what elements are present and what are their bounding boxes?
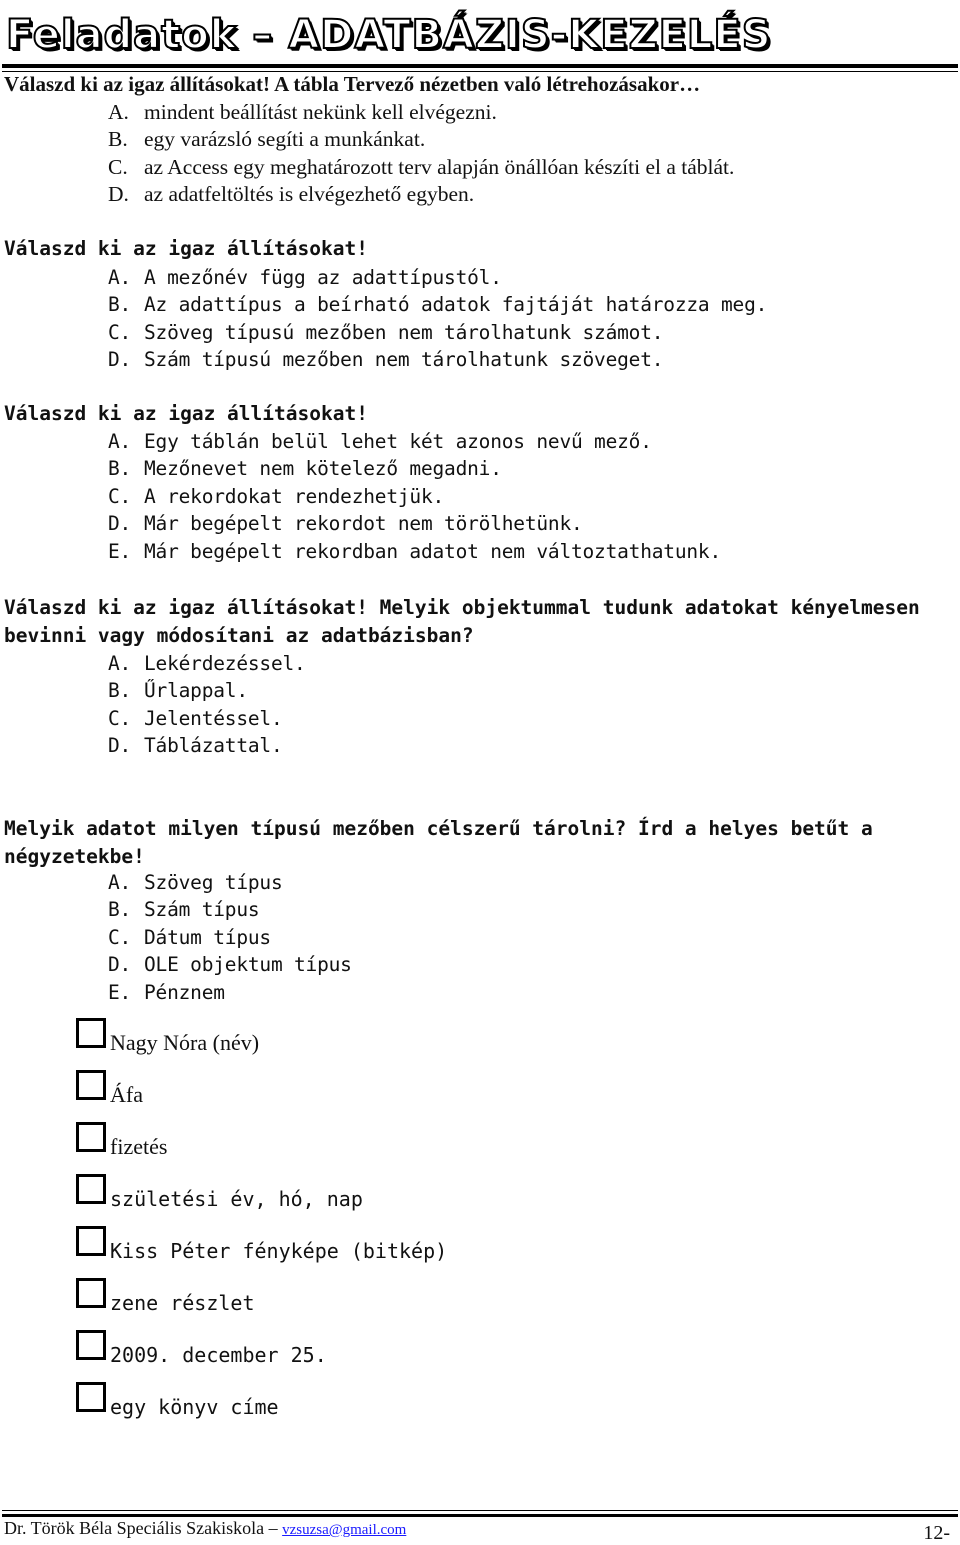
option-letter: C.: [108, 925, 132, 949]
option-text: A rekordokat rendezhetjük.: [144, 484, 445, 508]
answer-box[interactable]: [76, 1278, 106, 1308]
question-4-options: [108, 650, 306, 760]
footer-divider-thin: [2, 1510, 958, 1511]
option-text: Szám típusú mezőben nem tárolhatunk szöveget.: [144, 348, 664, 372]
answer-label: születési év, hó, nap: [110, 1187, 363, 1211]
option-text: Űrlappal.: [144, 679, 248, 703]
footer-author: Dr. Török Béla Speciális Szakiskola –: [4, 1518, 278, 1538]
option-letter: E.: [108, 980, 132, 1004]
answer-row-7: [76, 1330, 327, 1367]
option-text: Pénznem: [144, 980, 225, 1004]
option-d: [108, 732, 306, 759]
answer-row-8: [76, 1382, 279, 1419]
answer-box[interactable]: [76, 1018, 106, 1048]
answer-box[interactable]: [76, 1330, 106, 1360]
option-letter: E.: [108, 539, 132, 563]
option-letter: D.: [108, 182, 129, 207]
answer-row-6: [76, 1278, 255, 1315]
option-c: [108, 483, 721, 510]
option-text: Táblázattal.: [144, 734, 283, 758]
option-text: Jelentéssel.: [144, 706, 283, 730]
footer: [4, 1518, 406, 1539]
option-letter: B.: [108, 679, 132, 703]
option-text: egy varázsló segíti a munkánkat.: [144, 127, 426, 152]
option-letter: A.: [108, 100, 129, 124]
option-b: [108, 677, 306, 704]
option-b: [108, 126, 734, 153]
answer-box[interactable]: [76, 1070, 106, 1100]
option-text: A mezőnév függ az adattípustól.: [144, 266, 502, 289]
question-3-options: [108, 428, 721, 565]
question-2-options: [108, 264, 767, 374]
answer-row-5: [76, 1226, 448, 1263]
question-1: [4, 71, 944, 99]
answer-row-1: [76, 1018, 260, 1055]
option-letter: D.: [108, 348, 132, 372]
option-text: mindent beállítást nekünk kell elvégezni.: [144, 100, 497, 124]
option-c: [108, 924, 352, 951]
question-prompt: Válaszd ki az igaz állításokat!: [4, 402, 368, 425]
page-title: Feladatok – ADATBÁZIS-KEZELÉS: [6, 12, 772, 58]
option-letter: C.: [108, 320, 132, 344]
option-text: Egy táblán belül lehet két azonos nevű mező.: [144, 430, 652, 453]
option-text: az Access egy meghatározott terv alapján önállóan készíti el a táblát.: [144, 154, 735, 179]
question-prompt: Melyik adatot milyen típusú mezőben célszerű tárolni? Írd a helyes betűt a négyzetekbe!: [4, 817, 873, 868]
question-prompt: Válaszd ki az igaz állításokat!: [4, 237, 368, 260]
option-letter: D.: [108, 734, 132, 758]
option-letter: D.: [108, 512, 132, 536]
header-divider: [2, 64, 958, 68]
option-a: [108, 264, 767, 291]
question-5-options: [108, 869, 352, 1006]
option-e: [108, 979, 352, 1006]
question-5: [4, 815, 944, 870]
option-text: Lekérdezéssel.: [144, 652, 306, 675]
answer-box[interactable]: [76, 1174, 106, 1204]
option-a: [108, 99, 734, 126]
answer-row-4: [76, 1174, 363, 1211]
option-b: [108, 896, 352, 923]
option-a: [108, 869, 352, 896]
answer-label: Kiss Péter fényképe (bitkép): [110, 1239, 448, 1263]
option-letter: B.: [108, 457, 132, 481]
option-letter: A.: [108, 266, 132, 289]
option-d: [108, 951, 352, 978]
option-text: Mezőnevet nem kötelező megadni.: [144, 457, 502, 481]
option-text: Az adattípus a beírható adatok fajtáját határozza meg.: [144, 293, 768, 317]
option-letter: A.: [108, 652, 132, 675]
page-number: 12-: [923, 1522, 950, 1544]
option-letter: B.: [108, 898, 132, 922]
option-c: [108, 319, 767, 346]
option-b: [108, 291, 767, 318]
answer-row-3: [76, 1122, 168, 1159]
option-e: [108, 538, 721, 565]
option-letter: A.: [108, 430, 132, 453]
question-3: [4, 400, 944, 428]
question-4: [4, 594, 944, 649]
answer-label: Áfa: [110, 1082, 143, 1107]
answer-box[interactable]: [76, 1122, 106, 1152]
answer-label: egy könyv címe: [110, 1395, 279, 1419]
answer-row-2: [76, 1070, 143, 1107]
answer-box[interactable]: [76, 1226, 106, 1256]
option-letter: C.: [108, 706, 132, 730]
option-a: [108, 650, 306, 677]
question-1-options: [108, 99, 734, 209]
answer-label: 2009. december 25.: [110, 1343, 327, 1367]
option-text: OLE objektum típus: [144, 953, 352, 977]
option-letter: D.: [108, 953, 132, 977]
option-d: [108, 510, 721, 537]
option-c: [108, 705, 306, 732]
answer-label: zene részlet: [110, 1291, 255, 1315]
option-text: Szám típus: [144, 898, 260, 922]
option-text: Már begépelt rekordban adatot nem változtathatunk.: [144, 539, 721, 563]
option-letter: C.: [108, 154, 128, 179]
option-letter: B.: [108, 127, 128, 152]
option-text: Dátum típus: [144, 925, 271, 949]
option-text: az adatfeltöltés is elvégezhető egyben.: [144, 182, 475, 207]
question-prompt: Válaszd ki az igaz állításokat! A tábla Tervező nézetben való létrehozásakor…: [4, 72, 701, 96]
question-prompt: Válaszd ki az igaz állításokat! Melyik objektummal tudunk adatokat kényelmesen bevinni vagy módosítani az adatbázisban?: [4, 596, 920, 647]
option-letter: C.: [108, 484, 132, 508]
option-letter: B.: [108, 293, 132, 317]
answer-label: Nagy Nóra (név): [110, 1030, 260, 1055]
option-d: [108, 346, 767, 373]
option-text: Szöveg típusú mezőben nem tárolhatunk számot.: [144, 320, 664, 344]
option-letter: A.: [108, 871, 132, 894]
question-2: [4, 235, 944, 263]
footer-email-link[interactable]: vzsuzsa@gmail.com: [282, 1522, 407, 1538]
answer-label: fizetés: [110, 1134, 168, 1159]
option-text: Már begépelt rekordot nem törölhetünk.: [144, 512, 583, 536]
option-d: [108, 181, 734, 208]
option-b: [108, 455, 721, 482]
option-text: Szöveg típus: [144, 871, 283, 894]
footer-divider: [2, 1514, 958, 1517]
option-a: [108, 428, 721, 455]
answer-box[interactable]: [76, 1382, 106, 1412]
option-c: [108, 154, 734, 181]
